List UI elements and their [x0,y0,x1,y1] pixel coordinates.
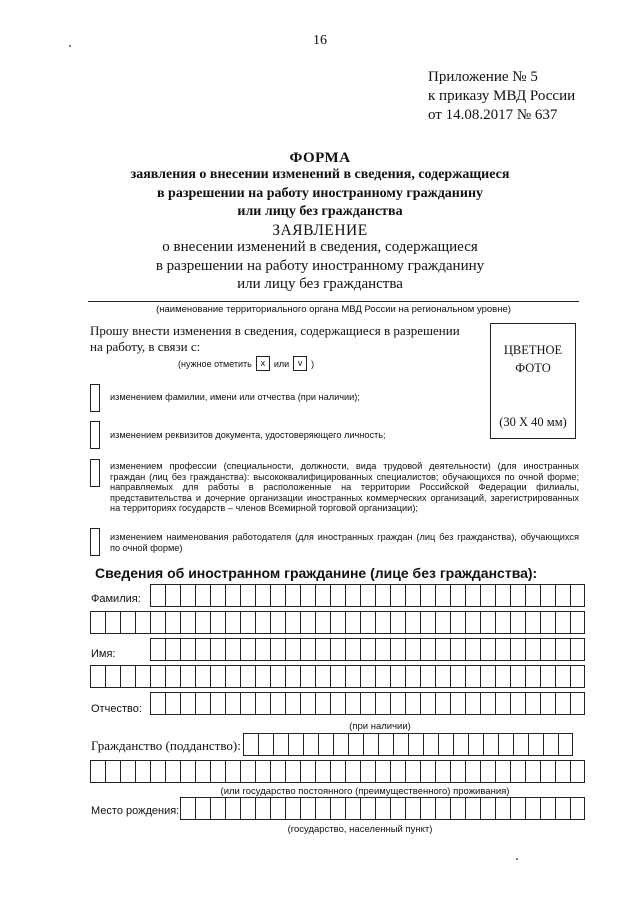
photo-box [490,323,576,439]
char-cell[interactable] [345,760,360,783]
char-cell[interactable] [525,584,540,607]
char-cell[interactable] [105,611,120,634]
char-cell[interactable] [270,638,285,661]
option-employer-change: изменением наименования работодателя (для иностранных граждан (лиц без гражданства), обучающихся по очной форме) [110,532,579,553]
char-cell[interactable] [273,733,288,756]
form-title-line-1: заявления о внесении изменений в сведения, содержащиеся [130,167,510,182]
char-cell[interactable] [408,733,423,756]
char-cell[interactable] [438,733,453,756]
char-cell[interactable] [375,760,390,783]
char-cell[interactable] [300,665,315,688]
char-cell[interactable] [225,760,240,783]
char-cell[interactable] [540,611,555,634]
char-cell[interactable] [540,692,555,715]
char-cell[interactable] [150,760,165,783]
birthplace-grid[interactable] [180,797,585,820]
scan-speck [69,45,71,47]
char-cell[interactable] [510,584,525,607]
char-cell[interactable] [285,692,300,715]
char-cell[interactable] [390,692,405,715]
char-cell[interactable] [255,584,270,607]
char-cell[interactable] [345,665,360,688]
char-cell[interactable] [195,797,210,820]
char-cell[interactable] [435,760,450,783]
char-cell[interactable] [345,797,360,820]
char-cell[interactable] [120,665,135,688]
char-cell[interactable] [270,760,285,783]
patronymic-label: Отчество: [91,703,142,715]
char-cell[interactable] [210,584,225,607]
option-checkbox-profession-change[interactable] [90,459,100,487]
char-cell[interactable] [135,760,150,783]
char-cell[interactable] [225,692,240,715]
char-cell[interactable] [510,665,525,688]
option-profession-change: изменением профессии (специальности, должности, вида трудовой деятельности) (для иностранных граждан (лиц без гражданства): высококвалифицированных специалистов; обучающихся по очной форме; направляемых для работы в расположенные на территории Российской Федерации филиалы, представительства и дочерние организации иностранных коммерческих организаций, зарегистрированных на территориях государств – членов Всемирной торговой организации); [110,461,579,513]
char-cell[interactable] [510,611,525,634]
char-cell[interactable] [150,692,165,715]
char-cell[interactable] [495,692,510,715]
birthplace-label: Место рождения: [91,805,180,817]
char-cell[interactable] [495,797,510,820]
char-cell[interactable] [285,797,300,820]
char-cell[interactable] [540,760,555,783]
char-cell[interactable] [315,638,330,661]
char-cell[interactable] [165,692,180,715]
char-cell[interactable] [480,797,495,820]
mark-x-example: x [256,356,270,371]
char-cell[interactable] [420,665,435,688]
photo-line-2: ФОТО [515,361,551,375]
char-cell[interactable] [360,760,375,783]
option-checkbox-document-change[interactable] [90,421,100,449]
patronymic-grid[interactable] [150,692,585,715]
char-cell[interactable] [570,797,585,820]
char-cell[interactable] [360,797,375,820]
char-cell[interactable] [480,638,495,661]
char-cell[interactable] [330,760,345,783]
char-cell[interactable] [300,611,315,634]
char-cell[interactable] [435,611,450,634]
char-cell[interactable] [450,611,465,634]
char-cell[interactable] [480,665,495,688]
char-cell[interactable] [90,611,105,634]
statement-subtitle-line-3: или лицу без гражданства [237,276,403,292]
mark-v-example: v [293,356,307,371]
char-cell[interactable] [528,733,543,756]
option-name-change: изменением фамилии, имени или отчества (при наличии); [110,392,360,402]
char-cell[interactable] [390,584,405,607]
char-cell[interactable] [195,611,210,634]
char-cell[interactable] [450,665,465,688]
char-cell[interactable] [375,797,390,820]
char-cell[interactable] [435,584,450,607]
request-line-2: на работу, в связи с: [90,339,201,354]
mark-hint-suffix: ) [311,358,315,369]
char-cell[interactable] [450,638,465,661]
char-cell[interactable] [258,733,273,756]
char-cell[interactable] [120,760,135,783]
citizenship-grid-row-1[interactable] [243,733,573,756]
char-cell[interactable] [180,760,195,783]
char-cell[interactable] [150,611,165,634]
char-cell[interactable] [330,638,345,661]
char-cell[interactable] [465,760,480,783]
char-cell[interactable] [360,665,375,688]
char-cell[interactable] [150,638,165,661]
authority-caption: (наименование территориального органа МВД России на региональном уровне) [156,304,511,315]
char-cell[interactable] [210,665,225,688]
char-cell[interactable] [240,638,255,661]
char-cell[interactable] [315,797,330,820]
char-cell[interactable] [225,797,240,820]
char-cell[interactable] [465,638,480,661]
char-cell[interactable] [375,611,390,634]
char-cell[interactable] [90,665,105,688]
char-cell[interactable] [360,638,375,661]
char-cell[interactable] [165,665,180,688]
char-cell[interactable] [393,733,408,756]
char-cell[interactable] [540,665,555,688]
char-cell[interactable] [513,733,528,756]
char-cell[interactable] [150,584,165,607]
char-cell[interactable] [240,584,255,607]
char-cell[interactable] [195,692,210,715]
char-cell[interactable] [510,760,525,783]
photo-line-1: ЦВЕТНОЕ [503,343,563,357]
section-title: Сведения об иностранном гражданине (лице без гражданства): [95,565,538,581]
char-cell[interactable] [195,760,210,783]
char-cell[interactable] [525,797,540,820]
char-cell[interactable] [525,638,540,661]
page-number: 16 [313,33,327,48]
char-cell[interactable] [315,692,330,715]
char-cell[interactable] [288,733,303,756]
char-cell[interactable] [450,760,465,783]
char-cell[interactable] [270,692,285,715]
char-cell[interactable] [375,584,390,607]
char-cell[interactable] [285,611,300,634]
char-cell[interactable] [345,692,360,715]
char-cell[interactable] [318,733,333,756]
char-cell[interactable] [555,584,570,607]
char-cell[interactable] [555,638,570,661]
char-cell[interactable] [405,638,420,661]
authority-input-line[interactable] [88,301,579,302]
char-cell[interactable] [390,638,405,661]
form-title-line-2: в разрешении на работу иностранному гражданину [156,185,484,201]
char-cell[interactable] [525,665,540,688]
char-cell[interactable] [180,638,195,661]
char-cell[interactable] [555,797,570,820]
char-cell[interactable] [165,760,180,783]
char-cell[interactable] [240,797,255,820]
char-cell[interactable] [420,611,435,634]
char-cell[interactable] [90,760,105,783]
char-cell[interactable] [468,733,483,756]
char-cell[interactable] [300,760,315,783]
char-cell[interactable] [300,692,315,715]
char-cell[interactable] [303,733,318,756]
char-cell[interactable] [465,611,480,634]
mark-or: или [273,358,290,369]
statement-subtitle-line-1: о внесении изменений в сведения, содержащиеся [162,239,478,255]
char-cell[interactable] [240,665,255,688]
char-cell[interactable] [555,760,570,783]
char-cell[interactable] [495,584,510,607]
char-cell[interactable] [210,611,225,634]
char-cell[interactable] [543,733,558,756]
char-cell[interactable] [270,797,285,820]
appendix-line-1: Приложение № 5 [428,69,538,85]
char-cell[interactable] [510,692,525,715]
char-cell[interactable] [465,665,480,688]
request-line-1: Прошу внести изменения в сведения, содержащиеся в разрешении [90,323,460,338]
char-cell[interactable] [330,611,345,634]
char-cell[interactable] [480,692,495,715]
char-cell[interactable] [345,611,360,634]
char-cell[interactable] [483,733,498,756]
char-cell[interactable] [300,638,315,661]
char-cell[interactable] [465,692,480,715]
char-cell[interactable] [360,584,375,607]
char-cell[interactable] [255,797,270,820]
char-cell[interactable] [495,760,510,783]
char-cell[interactable] [570,638,585,661]
name-grid-row-1[interactable] [150,638,585,661]
char-cell[interactable] [570,692,585,715]
char-cell[interactable] [210,638,225,661]
char-cell[interactable] [180,692,195,715]
char-cell[interactable] [270,611,285,634]
char-cell[interactable] [270,665,285,688]
char-cell[interactable] [453,733,468,756]
char-cell[interactable] [375,665,390,688]
char-cell[interactable] [225,611,240,634]
option-checkbox-name-change[interactable] [90,384,100,412]
photo-size: (30 Х 40 мм) [499,415,567,429]
char-cell[interactable] [330,665,345,688]
char-cell[interactable] [210,797,225,820]
char-cell[interactable] [540,584,555,607]
char-cell[interactable] [450,584,465,607]
statement-heading: ЗАЯВЛЕНИЕ [272,222,368,239]
char-cell[interactable] [450,692,465,715]
char-cell[interactable] [195,638,210,661]
char-cell[interactable] [465,797,480,820]
char-cell[interactable] [210,760,225,783]
char-cell[interactable] [405,584,420,607]
char-cell[interactable] [480,611,495,634]
char-cell[interactable] [195,584,210,607]
char-cell[interactable] [378,733,393,756]
char-cell[interactable] [180,584,195,607]
char-cell[interactable] [390,760,405,783]
char-cell[interactable] [180,611,195,634]
char-cell[interactable] [240,611,255,634]
citizenship-grid-row-2[interactable] [90,760,585,783]
char-cell[interactable] [480,760,495,783]
surname-grid-row-1[interactable] [150,584,585,607]
char-cell[interactable] [360,611,375,634]
char-cell[interactable] [495,611,510,634]
char-cell[interactable] [195,665,210,688]
char-cell[interactable] [165,611,180,634]
char-cell[interactable] [495,665,510,688]
char-cell[interactable] [360,692,375,715]
patronymic-caption: (при наличии) [349,721,411,732]
appendix-line-3: от 14.08.2017 № 637 [428,107,558,123]
char-cell[interactable] [420,584,435,607]
option-checkbox-employer-change[interactable] [90,528,100,556]
char-cell[interactable] [555,665,570,688]
citizenship-caption: (или государство постоянного (преимущественного) проживания) [220,786,510,797]
char-cell[interactable] [165,638,180,661]
char-cell[interactable] [405,692,420,715]
char-cell[interactable] [525,692,540,715]
char-cell[interactable] [150,665,165,688]
request-text [90,323,480,355]
char-cell[interactable] [210,692,225,715]
char-cell[interactable] [375,638,390,661]
char-cell[interactable] [240,760,255,783]
char-cell[interactable] [285,584,300,607]
char-cell[interactable] [540,638,555,661]
form-heading: ФОРМА [289,150,351,166]
char-cell[interactable] [135,665,150,688]
char-cell[interactable] [330,797,345,820]
char-cell[interactable] [348,733,363,756]
char-cell[interactable] [135,611,150,634]
char-cell[interactable] [225,665,240,688]
char-cell[interactable] [255,611,270,634]
char-cell[interactable] [315,760,330,783]
char-cell[interactable] [465,584,480,607]
char-cell[interactable] [555,611,570,634]
char-cell[interactable] [405,797,420,820]
char-cell[interactable] [375,692,390,715]
char-cell[interactable] [525,611,540,634]
mark-hint-prefix: (нужное отметить [178,358,252,369]
option-document-change: изменением реквизитов документа, удостоверяющего личность; [110,430,386,440]
char-cell[interactable] [105,760,120,783]
char-cell[interactable] [540,797,555,820]
char-cell[interactable] [255,665,270,688]
char-cell[interactable] [330,584,345,607]
char-cell[interactable] [285,638,300,661]
char-cell[interactable] [165,584,180,607]
char-cell[interactable] [420,692,435,715]
char-cell[interactable] [240,692,255,715]
char-cell[interactable] [255,638,270,661]
char-cell[interactable] [390,797,405,820]
char-cell[interactable] [435,797,450,820]
char-cell[interactable] [558,733,573,756]
char-cell[interactable] [423,733,438,756]
char-cell[interactable] [330,692,345,715]
scan-speck [516,858,518,860]
char-cell[interactable] [243,733,258,756]
char-cell[interactable] [405,760,420,783]
char-cell[interactable] [495,638,510,661]
statement-subtitle-line-2: в разрешении на работу иностранному гражданину [155,257,485,274]
char-cell[interactable] [420,638,435,661]
form-title-line-3: или лицу без гражданства [237,204,403,219]
char-cell[interactable] [333,733,348,756]
char-cell[interactable] [570,665,585,688]
char-cell[interactable] [420,797,435,820]
mark-hint [178,356,314,371]
surname-grid-row-2[interactable] [90,611,585,634]
name-grid-row-2[interactable] [90,665,585,688]
char-cell[interactable] [435,665,450,688]
char-cell[interactable] [390,611,405,634]
citizenship-label: Гражданство (подданство): [91,738,241,753]
char-cell[interactable] [255,760,270,783]
char-cell[interactable] [270,584,285,607]
char-cell[interactable] [480,584,495,607]
char-cell[interactable] [405,665,420,688]
char-cell[interactable] [120,611,135,634]
char-cell[interactable] [435,638,450,661]
appendix-reference [428,68,575,125]
char-cell[interactable] [570,611,585,634]
char-cell[interactable] [315,584,330,607]
char-cell[interactable] [300,584,315,607]
char-cell[interactable] [435,692,450,715]
char-cell[interactable] [555,692,570,715]
char-cell[interactable] [285,760,300,783]
char-cell[interactable] [315,665,330,688]
char-cell[interactable] [180,665,195,688]
char-cell[interactable] [300,797,315,820]
char-cell[interactable] [363,733,378,756]
char-cell[interactable] [345,584,360,607]
char-cell[interactable] [450,797,465,820]
char-cell[interactable] [225,638,240,661]
birthplace-caption: (государство, населенный пункт) [287,824,433,835]
char-cell[interactable] [498,733,513,756]
form-title [0,166,640,222]
name-label: Имя: [91,648,116,660]
appendix-line-2: к приказу МВД России [428,88,576,104]
char-cell[interactable] [225,584,240,607]
char-cell[interactable] [570,584,585,607]
char-cell[interactable] [390,665,405,688]
char-cell[interactable] [510,797,525,820]
char-cell[interactable] [405,611,420,634]
char-cell[interactable] [255,692,270,715]
char-cell[interactable] [570,760,585,783]
char-cell[interactable] [315,611,330,634]
char-cell[interactable] [345,638,360,661]
surname-label: Фамилия: [91,593,141,605]
char-cell[interactable] [180,797,195,820]
char-cell[interactable] [420,760,435,783]
char-cell[interactable] [285,665,300,688]
char-cell[interactable] [105,665,120,688]
char-cell[interactable] [510,638,525,661]
statement-subtitle [0,238,640,294]
char-cell[interactable] [525,760,540,783]
